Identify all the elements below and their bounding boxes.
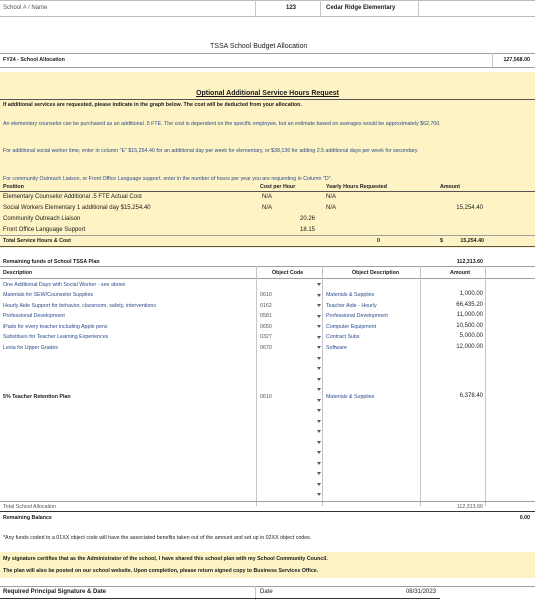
total-service-amount: 15,254.40 [460, 238, 484, 244]
budget-row-object[interactable]: Computer Equipment [326, 323, 377, 330]
budget-row-description[interactable]: Substitues for Teacher Learning Experiences [3, 334, 109, 340]
optional-heading: Optional Additional Service Hours Request [196, 90, 339, 97]
remaining-balance-label: Remaining Balance [3, 515, 52, 521]
amount-col-header: Amount [450, 270, 471, 276]
budget-row-amount[interactable]: 12,000.00 [456, 343, 483, 350]
position-counselor: Elementary Counselor Additional .5 FTE Actual Cost [3, 194, 142, 200]
budget-row-amount[interactable]: 10,500.00 [456, 322, 483, 329]
footnote: *Any funds coded to a 01XX object code will have the associated benefits taken out of the amount and set up in 02XX object codes. [3, 535, 312, 541]
retention-object[interactable]: Materials & Supplies [326, 394, 375, 400]
budget-row-description[interactable]: iPads for every teacher including Apple pens [3, 323, 108, 330]
budget-row-amount[interactable]: 11,000.00 [456, 312, 483, 318]
budget-row-description[interactable]: Professional Development [3, 313, 65, 319]
dropdown-arrow-icon[interactable] [317, 336, 321, 339]
hours-counselor[interactable]: N/A [326, 194, 337, 200]
dropdown-arrow-icon[interactable] [317, 304, 321, 307]
certify-line2: The plan will also be posted on our school website. Upon completion, please return signed copy to Business Services Office. [3, 568, 319, 574]
cost-front-office: 18.15 [300, 227, 316, 233]
object-code-header: Object Code [272, 270, 304, 276]
budget-row-object[interactable]: Teacher Aide - Hourly [326, 302, 377, 309]
dropdown-arrow-icon[interactable] [317, 441, 321, 444]
position-front-office: Front Office Language Support [3, 227, 86, 233]
total-service-label: Total Service Hours & Cost [3, 238, 71, 244]
dropdown-arrow-icon[interactable] [317, 315, 321, 318]
liaison-note: For community Outreach Liaison, or Front Office Language support, enter in the number of hours per year you are requesting in Column "D". [3, 176, 333, 182]
dropdown-arrow-icon[interactable] [317, 346, 321, 349]
budget-row-description[interactable]: Hourly Aide Support for behavior, classroom, safety, interventions [3, 302, 156, 309]
amount-social-worker[interactable]: 15,254.40 [456, 205, 483, 211]
budget-row-code[interactable]: 0650 [260, 323, 272, 330]
position-liaison: Community Outreach Liaison [3, 216, 81, 222]
budget-row-code[interactable]: 0581 [260, 313, 272, 319]
total-service-hours: 0 [377, 238, 380, 244]
retention-description: 5% Teacher Retention Plan [3, 394, 71, 400]
hours-social-worker[interactable]: N/A [326, 205, 337, 211]
total-allocation-label: Total School Allocation [3, 504, 57, 510]
signature-date[interactable]: 08/31/2023 [405, 589, 436, 595]
counselor-note: An elementary counselor can be purchased as an additional .5 FTE. The cost is dependent on the specific employee, but an estimate based on averages would be approximately $62,700. [3, 121, 441, 127]
cost-liaison: 20.26 [300, 216, 316, 222]
dropdown-arrow-icon[interactable] [317, 388, 321, 391]
budget-row-description[interactable]: Materials for SEW/Counselor Supplies [3, 292, 94, 298]
description-header: Description [3, 270, 33, 276]
dropdown-arrow-icon[interactable] [317, 325, 321, 328]
budget-row-description[interactable]: Lexia for Upper Grades [3, 344, 59, 351]
amount-header: Amount [440, 184, 461, 190]
budget-row-object[interactable]: Contract Subs [326, 334, 360, 340]
dropdown-arrow-icon[interactable] [317, 283, 321, 286]
budget-row-code[interactable]: 0162 [260, 302, 272, 309]
dropdown-arrow-icon[interactable] [317, 357, 321, 360]
budget-row-object[interactable]: Software [326, 344, 347, 351]
cost-social-worker: N/A [262, 205, 273, 211]
dropdown-arrow-icon[interactable] [317, 399, 321, 402]
dropdown-arrow-icon[interactable] [317, 472, 321, 475]
dropdown-arrow-icon[interactable] [317, 367, 321, 370]
date-label: Date [260, 589, 273, 595]
note-row: One Additional Days with Social Worker - see above [3, 282, 126, 288]
dropdown-arrow-icon[interactable] [317, 294, 321, 297]
school-name[interactable]: Cedar Ridge Elementary [326, 5, 396, 11]
fy-label: FY24 - School Allocation [3, 57, 65, 63]
optional-instruction: If additional services are requested, please indicate in the graph below. The cost will be deducted from your allocation. [3, 102, 302, 108]
remaining-label: Remaining funds of School TSSA Plan [3, 259, 100, 265]
dropdown-arrow-icon[interactable] [317, 378, 321, 381]
page-title: TSSA School Budget Allocation [210, 43, 308, 50]
school-label: School # / Name [3, 5, 48, 11]
remaining-balance: 0.00 [519, 515, 530, 521]
fy-amount: 127,568.00 [503, 57, 530, 63]
budget-row-code[interactable]: 0610 [260, 292, 272, 298]
hours-header: Yearly Hours Requested [326, 184, 387, 190]
object-desc-header: Object Description [352, 270, 400, 276]
retention-amount[interactable]: 6,378.40 [459, 393, 483, 399]
position-social-worker: Social Workers Elementary 1 additional day $15,254.40 [3, 205, 151, 211]
total-service-currency: $ [440, 238, 443, 244]
dropdown-arrow-icon[interactable] [317, 430, 321, 433]
school-number[interactable]: 123 [286, 5, 297, 11]
total-allocation: 112,313.60 [456, 504, 483, 510]
cost-counselor: N/A [262, 194, 273, 200]
budget-row-object[interactable]: Materials & Supplies [326, 292, 375, 298]
position-header: Position [3, 184, 24, 190]
budget-row-code[interactable]: 0327 [260, 334, 272, 340]
remaining-amount: 112,313.60 [456, 259, 483, 265]
dropdown-arrow-icon[interactable] [317, 493, 321, 496]
budget-row-amount[interactable]: 1,000.00 [459, 291, 483, 297]
dropdown-arrow-icon[interactable] [317, 483, 321, 486]
signature-label: Required Principal Signature & Date [3, 589, 107, 595]
dropdown-arrow-icon[interactable] [317, 420, 321, 423]
budget-row-code[interactable]: 0670 [260, 344, 272, 351]
budget-row-amount[interactable]: 66,435.20 [456, 301, 483, 308]
budget-row-amount[interactable]: 5,000.00 [459, 333, 483, 339]
dropdown-arrow-icon[interactable] [317, 451, 321, 454]
dropdown-arrow-icon[interactable] [317, 462, 321, 465]
budget-row-object[interactable]: Professional Development [326, 313, 388, 319]
dropdown-arrow-icon[interactable] [317, 409, 321, 412]
social-worker-note: For additional social worker time, enter in column "E" $15,254.40 for an additional day per week for elementary, or $38,136 for adding 2.5 additional days per week for secondary. [3, 148, 419, 154]
cost-header: Cost per Hour [260, 184, 296, 190]
certify-line1: My signature certifies that as the Administrator of the school, I have shared this school plan with my School Community Council. [3, 556, 328, 562]
retention-code[interactable]: 0610 [260, 394, 272, 400]
